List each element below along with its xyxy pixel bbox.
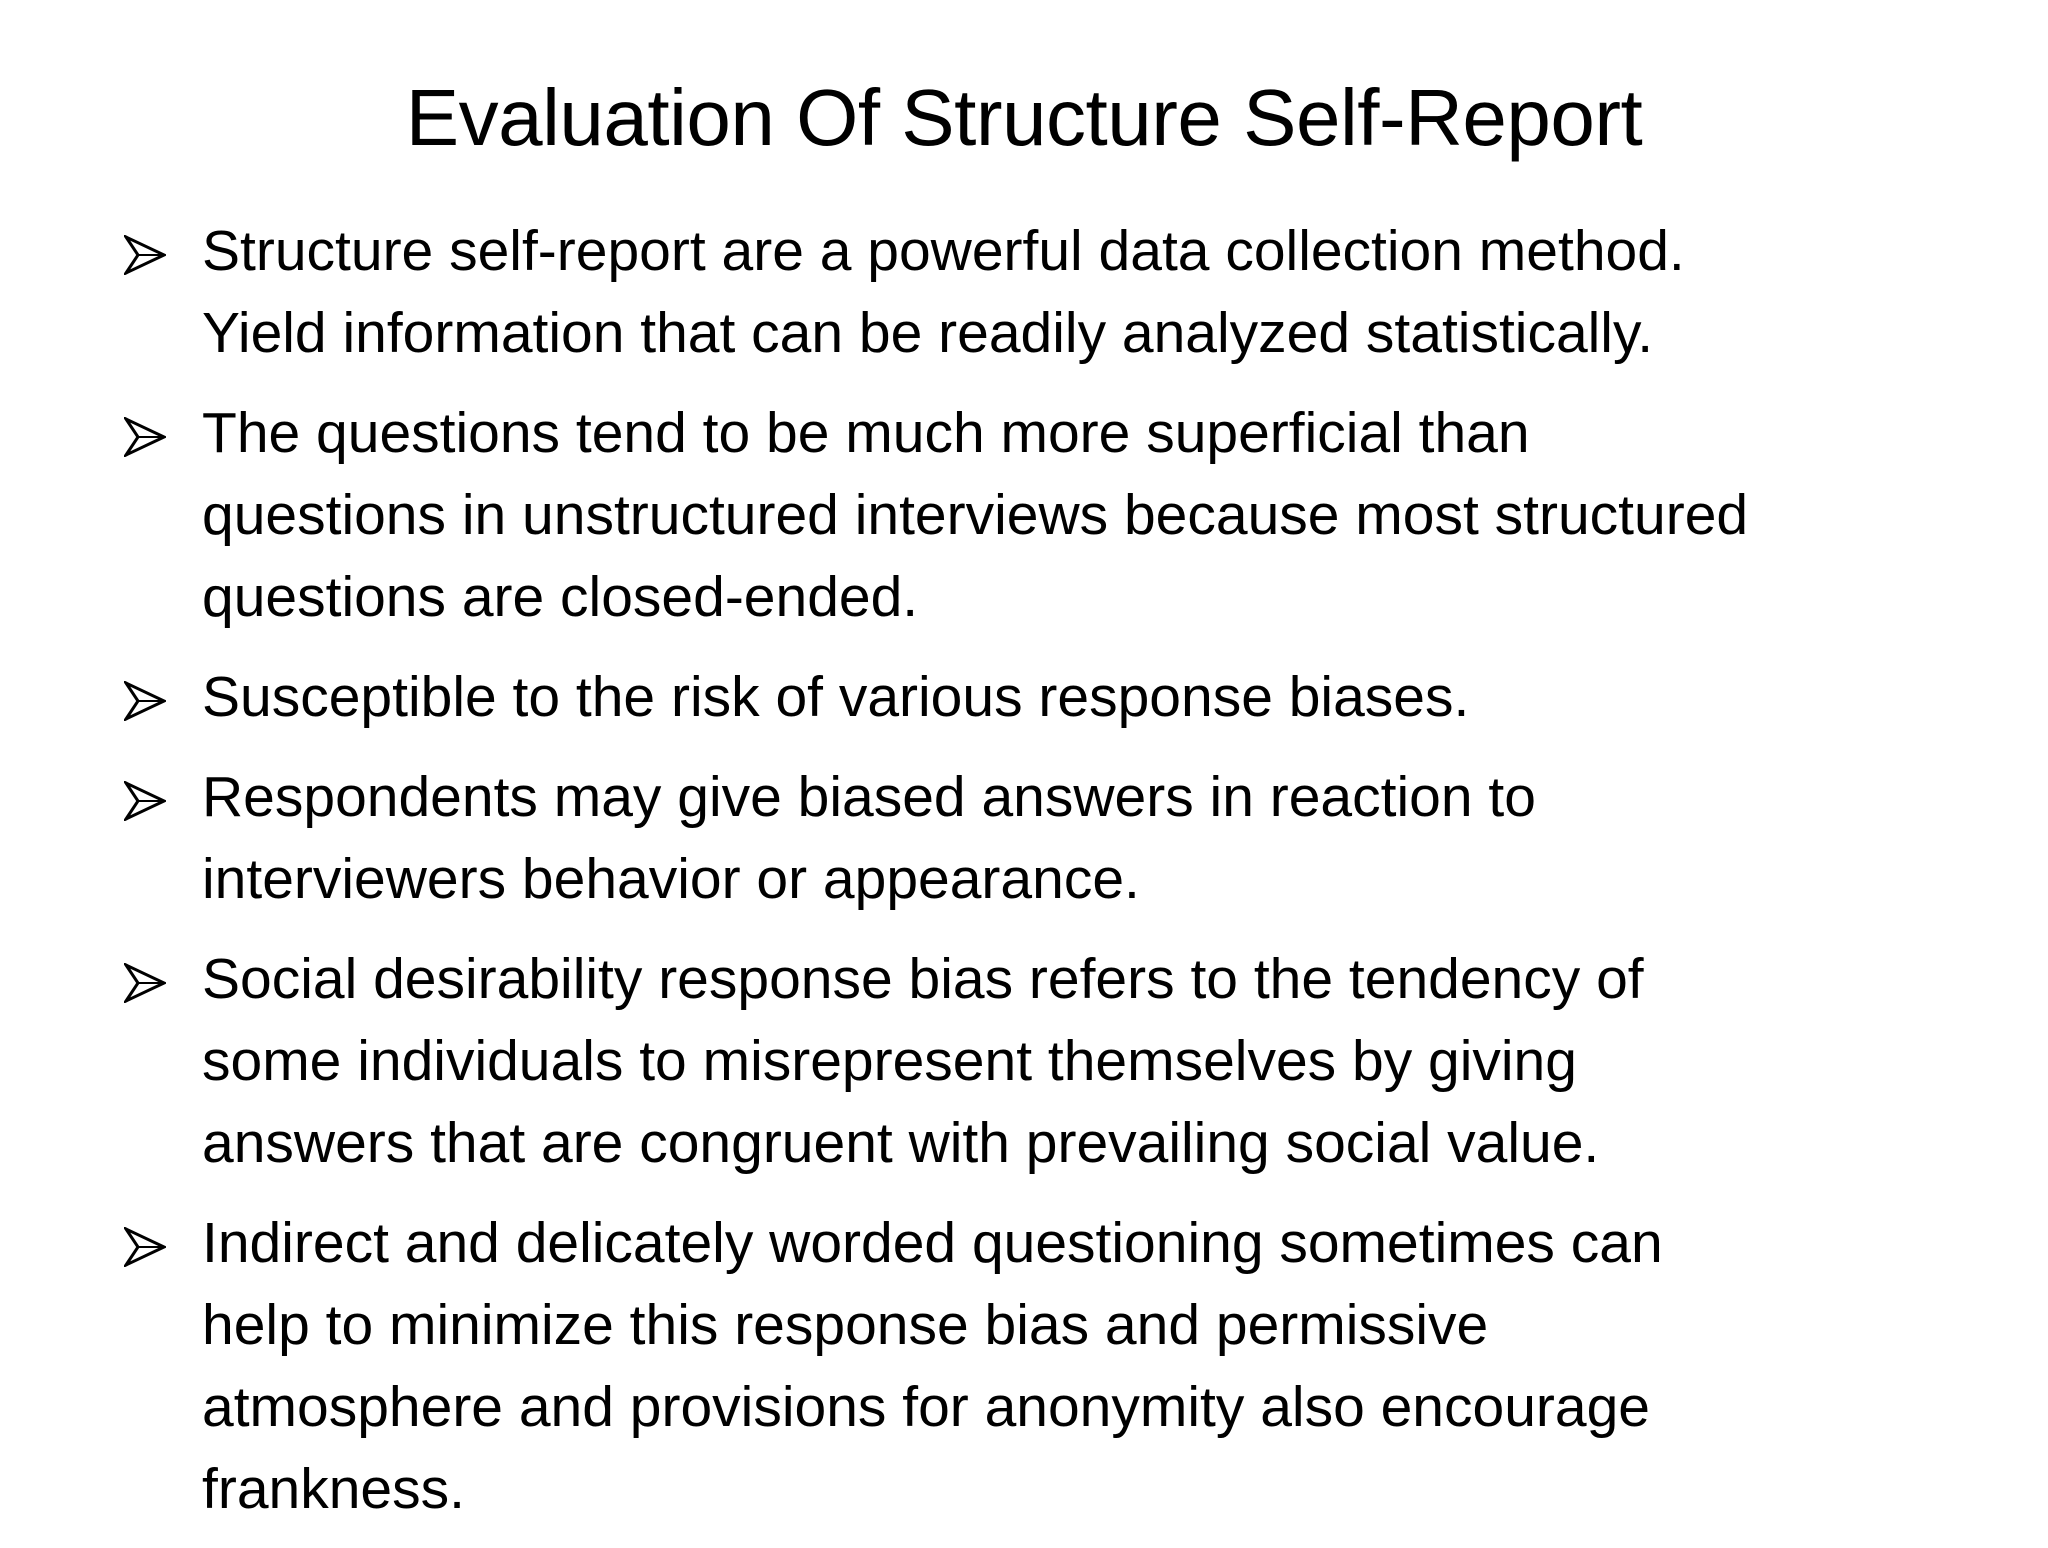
arrowhead-bullet-icon bbox=[124, 963, 166, 1003]
arrowhead-bullet-icon bbox=[124, 681, 166, 721]
bullet-text bbox=[202, 938, 2004, 1184]
bullet-list bbox=[124, 210, 2004, 1548]
bullet-line: The questions tend to be much more superficial than bbox=[202, 401, 1530, 465]
bullet-item bbox=[124, 392, 2004, 638]
bullet-item bbox=[124, 1202, 2004, 1530]
bullet-text bbox=[202, 756, 2004, 920]
bullet-item bbox=[124, 210, 2004, 374]
bullet-text bbox=[202, 656, 2004, 738]
bullet-line: questions are closed-ended. bbox=[202, 565, 919, 629]
bullet-line: atmosphere and provisions for anonymity also encourage bbox=[202, 1375, 1650, 1439]
bullet-line: Yield information that can be readily analyzed statistically. bbox=[202, 301, 1654, 365]
bullet-line: frankness. bbox=[202, 1457, 465, 1521]
bullet-line: Indirect and delicately worded questioning sometimes can bbox=[202, 1211, 1663, 1275]
arrowhead-bullet-icon bbox=[124, 235, 166, 275]
bullet-text bbox=[202, 392, 2004, 638]
bullet-line: questions in unstructured interviews because most structured bbox=[202, 483, 1749, 547]
slide-title: Evaluation Of Structure Self-Report bbox=[405, 73, 1643, 162]
bullet-item bbox=[124, 656, 2004, 738]
bullet-text bbox=[202, 210, 2004, 374]
bullet-line: Susceptible to the risk of various response biases. bbox=[202, 665, 1470, 729]
arrowhead-bullet-icon bbox=[124, 417, 166, 457]
bullet-line: Respondents may give biased answers in reaction to bbox=[202, 765, 1536, 829]
bullet-line: Social desirability response bias refers to the tendency of bbox=[202, 947, 1644, 1011]
arrowhead-bullet-icon bbox=[124, 781, 166, 821]
bullet-line: some individuals to misrepresent themselves by giving bbox=[202, 1029, 1577, 1093]
bullet-line: interviewers behavior or appearance. bbox=[202, 847, 1140, 911]
bullet-line: Structure self-report are a powerful data collection method. bbox=[202, 219, 1685, 283]
bullet-text bbox=[202, 1202, 2004, 1530]
bullet-item bbox=[124, 938, 2004, 1184]
bullet-line: answers that are congruent with prevailing social value. bbox=[202, 1111, 1600, 1175]
bullet-line: help to minimize this response bias and permissive bbox=[202, 1293, 1489, 1357]
bullet-item bbox=[124, 756, 2004, 920]
arrowhead-bullet-icon bbox=[124, 1227, 166, 1267]
